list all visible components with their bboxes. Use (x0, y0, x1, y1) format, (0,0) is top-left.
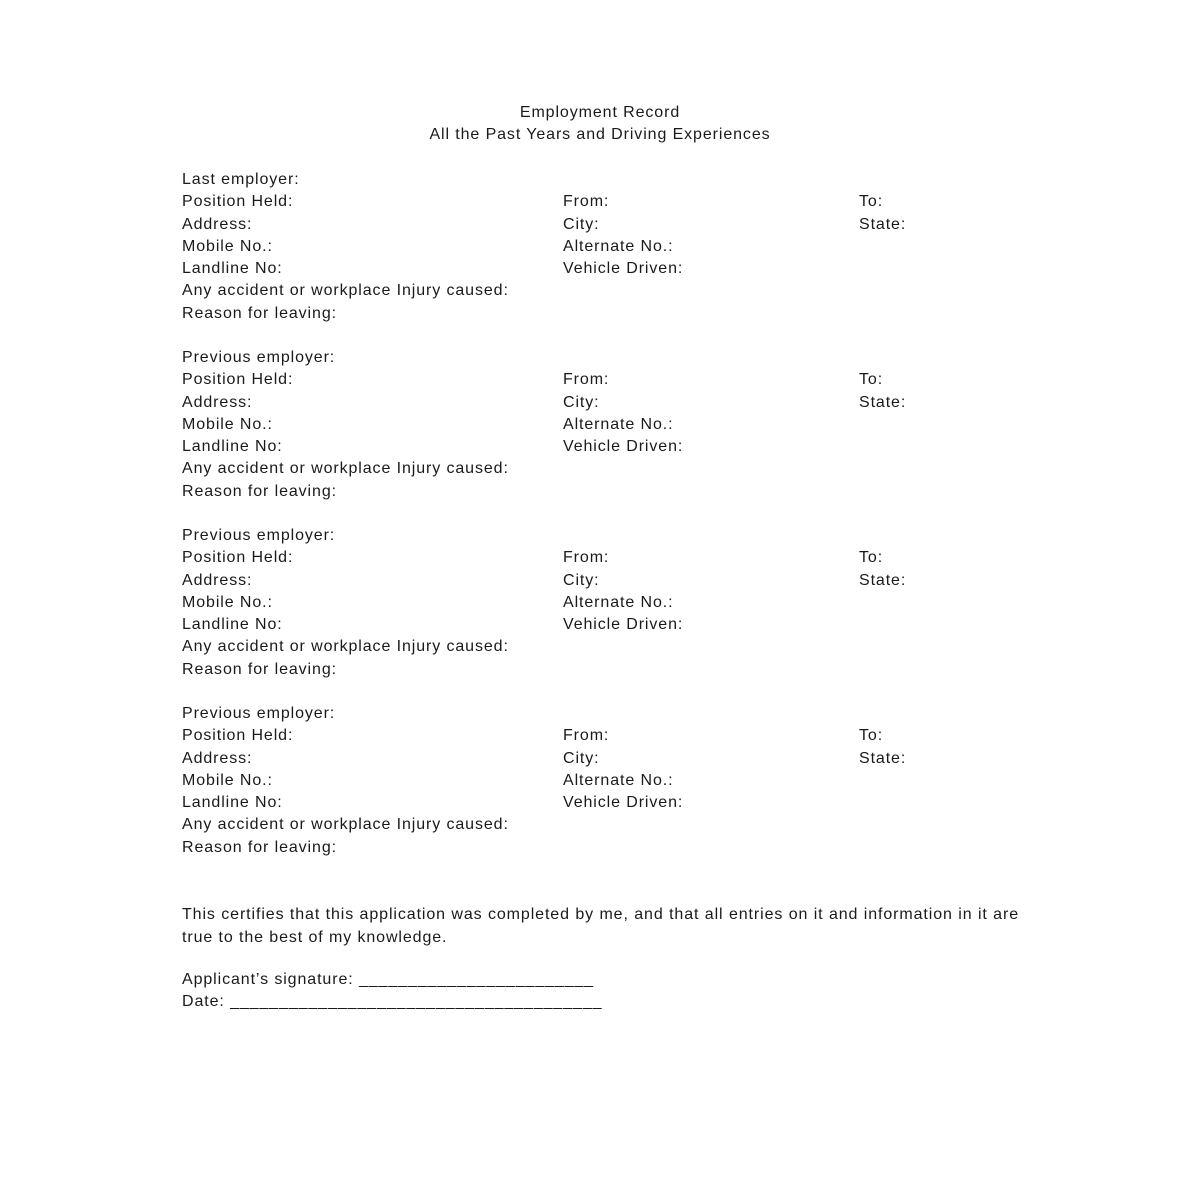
applicant-signature-line: Applicant’s signature: ________________________ (182, 971, 595, 988)
from-label: From: (563, 549, 610, 567)
position-held-label: Position Held: (182, 371, 294, 389)
mobile-label: Mobile No.: (182, 593, 273, 611)
state-label: State: (859, 215, 907, 233)
certification-statement: This certifies that this application was completed by me, and that all entries on it and information in it are true to the best of my knowledge. (182, 906, 1019, 946)
employer-section-previous-3 (182, 704, 1042, 860)
reason-label: Reason for leaving: (182, 838, 337, 856)
vehicle-label: Vehicle Driven: (563, 438, 684, 456)
city-label: City: (563, 393, 600, 411)
date-line: Date: ______________________________________ (182, 993, 603, 1010)
accident-label: Any accident or workplace Injury caused: (182, 460, 509, 478)
document-subtitle: All the Past Years and Driving Experiences (429, 126, 771, 143)
document-title: Employment Record (519, 104, 681, 121)
to-label: To: (859, 549, 884, 567)
landline-label: Landline No: (182, 794, 283, 812)
city-label: City: (563, 571, 600, 589)
alternate-label: Alternate No.: (563, 237, 674, 255)
landline-label: Landline No: (182, 260, 283, 278)
state-label: State: (859, 393, 907, 411)
mobile-label: Mobile No.: (182, 771, 273, 789)
employer-heading: Last employer: (182, 171, 300, 188)
alternate-label: Alternate No.: (563, 771, 674, 789)
vehicle-label: Vehicle Driven: (563, 616, 684, 634)
position-held-label: Position Held: (182, 727, 294, 745)
alternate-label: Alternate No.: (563, 593, 674, 611)
alternate-label: Alternate No.: (563, 415, 674, 433)
vehicle-label: Vehicle Driven: (563, 794, 684, 812)
city-label: City: (563, 215, 600, 233)
employer-section-last (182, 170, 1042, 326)
to-label: To: (859, 727, 884, 745)
employer-heading: Previous employer: (182, 527, 336, 544)
city-label: City: (563, 749, 600, 767)
accident-label: Any accident or workplace Injury caused: (182, 816, 509, 834)
address-label: Address: (182, 571, 253, 589)
address-label: Address: (182, 393, 253, 411)
accident-label: Any accident or workplace Injury caused: (182, 282, 509, 300)
from-label: From: (563, 727, 610, 745)
vehicle-label: Vehicle Driven: (563, 260, 684, 278)
to-label: To: (859, 193, 884, 211)
state-label: State: (859, 749, 907, 767)
address-label: Address: (182, 215, 253, 233)
landline-label: Landline No: (182, 438, 283, 456)
landline-label: Landline No: (182, 616, 283, 634)
employer-section-previous-1 (182, 348, 1042, 504)
reason-label: Reason for leaving: (182, 304, 337, 322)
accident-label: Any accident or workplace Injury caused: (182, 638, 509, 656)
from-label: From: (563, 193, 610, 211)
reason-label: Reason for leaving: (182, 660, 337, 678)
employer-heading: Previous employer: (182, 349, 336, 366)
mobile-label: Mobile No.: (182, 237, 273, 255)
state-label: State: (859, 571, 907, 589)
mobile-label: Mobile No.: (182, 415, 273, 433)
position-held-label: Position Held: (182, 193, 294, 211)
to-label: To: (859, 371, 884, 389)
position-held-label: Position Held: (182, 549, 294, 567)
reason-label: Reason for leaving: (182, 482, 337, 500)
address-label: Address: (182, 749, 253, 767)
employer-heading: Previous employer: (182, 705, 336, 722)
from-label: From: (563, 371, 610, 389)
employer-section-previous-2 (182, 526, 1042, 682)
